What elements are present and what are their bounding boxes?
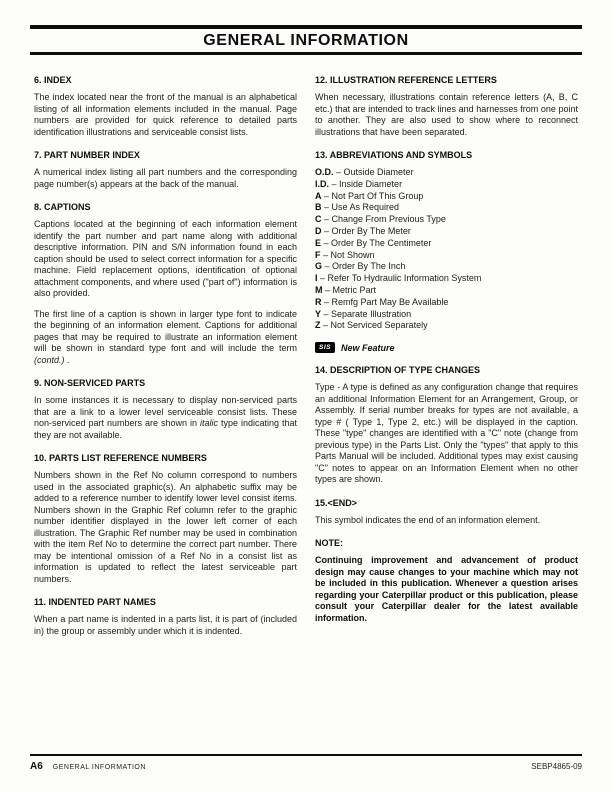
paragraph-text: In some instances it is necessary to display non-serviced parts that are a link to a lower level serviceable consist lists. These non-serviced part numbers are shown in — [34, 395, 297, 428]
section-heading-note: NOTE: — [315, 538, 343, 549]
page-footer — [30, 754, 582, 772]
paragraph: A numerical index listing all part numbers and the corresponding page number(s) appears at the back of the manual. — [34, 167, 297, 189]
note-paragraph: Continuing improvement and advancement of product design may cause changes to your machine which may not be included in this publication. Whenever a question arises regarding your Caterpillar product or this publication, please consult your Caterpillar dealer for the latest available information. — [315, 555, 578, 623]
abbreviation-def: – Order By The Meter — [324, 225, 411, 236]
abbreviation-def: – Order By The Centimeter — [323, 237, 432, 248]
abbreviation-def: – Remfg Part May Be Available — [324, 296, 449, 307]
paragraph — [34, 395, 297, 441]
paragraph-text: . — [64, 354, 70, 365]
page-number: A6 — [30, 761, 43, 772]
paragraph-text: The first line of a caption is shown in larger type font to indicate the beginning of an information element. Captions for additional pages that may be required to illustrate an information element will be shown in standard type font and will include the term — [34, 308, 297, 353]
section-heading-end: 15.<END> — [315, 497, 358, 508]
section-heading-index: 6. INDEX — [34, 75, 72, 85]
abbreviation-def: – Metric Part — [325, 284, 377, 295]
paragraph: Numbers shown in the Ref No column correspond to numbers used in the associated graphic(s). An alphabetic suffix may be added to a reference number to identify lower level consist items. Numbers shown in the Graphic Ref column refer to the graphic number identifier displayed in the lower left corner of each illustration. The Graphic Ref number may be used in combination with the item Ref No to determine the correct part number. There may be intentional omission of a Ref No in a consist list as information is updated to reflect the latest serviceable part numbers. — [34, 470, 297, 584]
new-feature-row — [315, 342, 578, 353]
abbreviation-term: M — [315, 284, 323, 295]
right-column — [315, 67, 578, 646]
paragraph: This symbol indicates the end of an information element. — [315, 514, 541, 525]
abbreviation-def: – Order By The Inch — [324, 261, 406, 272]
section-heading-illustration-letters: 12. ILLUSTRATION REFERENCE LETTERS — [315, 75, 497, 85]
abbreviation-list — [315, 167, 578, 332]
abbreviation-item — [315, 226, 578, 238]
section-heading-captions: 8. CAPTIONS — [34, 202, 91, 212]
document-number: SEBP4865-09 — [531, 762, 582, 771]
abbreviation-term: D — [315, 225, 322, 236]
paragraph — [34, 309, 297, 367]
page-header — [30, 25, 582, 55]
italic-term: (contd.) — [34, 354, 65, 365]
italic-term: italic — [199, 418, 218, 428]
section-heading-part-number-index: 7. PART NUMBER INDEX — [34, 150, 140, 160]
abbreviation-term: O.D. — [315, 167, 334, 177]
abbreviation-item — [315, 167, 578, 179]
abbreviation-def: – Not Serviced Separately — [323, 320, 428, 331]
abbreviation-item — [315, 238, 578, 250]
paragraph: When necessary, illustrations contain reference letters (A, B, C etc.) that are intended to track lines and harnesses from one point to another. They are also used to show where to reconnect illustrations that have been separated. — [315, 92, 578, 137]
section-heading-ref-numbers: 10. PARTS LIST REFERENCE NUMBERS — [34, 453, 207, 463]
abbreviation-term: Y — [315, 308, 322, 319]
paragraph: When a part name is indented in a parts list, it is part of (included in) the group or assembly under which it is indented. — [34, 614, 297, 636]
abbreviation-term: G — [315, 261, 323, 272]
abbreviation-def: – Not Shown — [323, 249, 375, 260]
footer-section-label: GENERAL INFORMATION — [52, 764, 146, 771]
footer-left — [30, 761, 146, 772]
abbreviation-item — [315, 309, 578, 321]
left-column — [34, 67, 297, 646]
abbreviation-def: – Change From Previous Type — [324, 214, 446, 225]
abbreviation-item — [315, 273, 578, 285]
paragraph: The index located near the front of the manual is an alphabetical listing of all information elements included in the manual. Page numbers are provided for quick reference to detailed parts identification illustrations and serviceable consist lists. — [34, 92, 297, 137]
section-heading-indented: 11. INDENTED PART NAMES — [34, 597, 156, 607]
abbreviation-def: – Outside Diameter — [336, 167, 414, 177]
abbreviation-term: Z — [315, 320, 321, 331]
abbreviation-term: A — [315, 190, 322, 201]
abbreviation-item — [315, 202, 578, 214]
page-title: GENERAL INFORMATION — [203, 32, 409, 49]
abbreviation-term: E — [315, 237, 322, 248]
abbreviation-term: I — [315, 273, 318, 284]
abbreviation-item — [315, 179, 578, 191]
abbreviation-item — [315, 285, 578, 297]
sis-icon: SIS — [315, 342, 335, 353]
abbreviation-term: B — [315, 202, 322, 213]
abbreviation-item — [315, 214, 578, 226]
abbreviation-def: – Not Part Of This Group — [324, 190, 424, 201]
abbreviation-term: R — [315, 296, 322, 307]
page-content — [0, 67, 612, 646]
abbreviation-item — [315, 250, 578, 262]
abbreviation-item — [315, 297, 578, 309]
abbreviation-item — [315, 191, 578, 203]
abbreviation-item — [315, 320, 578, 332]
paragraph-text: type indicating that they are not available. — [34, 418, 297, 440]
paragraph: Type - A type is defined as any configuration change that requires an additional Information Element for an Arrangement, Group, or Assembly. If serial number breaks for types are not available, a type # ( Type 1, Type 2, etc.) will be displayed in the caption. These "type" changes are identified with a "C" note (change from previous type) in the Parts List. Only the "types" that apply to this Parts Manual will be included. Additional types may exist causing "C" notes to appear on an Information Element when no other types are shown. — [315, 382, 578, 485]
abbreviation-term: I.D. — [315, 178, 330, 189]
abbreviation-term: C — [315, 214, 322, 225]
abbreviation-term: F — [315, 249, 321, 260]
abbreviation-item — [315, 261, 578, 273]
abbreviation-def: – Inside Diameter — [331, 178, 403, 189]
section-heading-non-serviced: 9. NON-SERVICED PARTS — [34, 378, 146, 388]
abbreviation-def: – Separate Illustration — [323, 308, 412, 319]
new-feature-label: New Feature — [340, 342, 395, 353]
section-heading-type-changes: 14. DESCRIPTION OF TYPE CHANGES — [315, 365, 481, 376]
abbreviation-def: – Use As Required — [324, 202, 400, 213]
abbreviation-def: – Refer To Hydraulic Information System — [320, 273, 482, 284]
section-heading-abbreviations: 13. ABBREVIATIONS AND SYMBOLS — [315, 150, 473, 160]
paragraph: Captions located at the beginning of each information element identify the part number and part name along with additional descriptive information. PIN and S/N information found in each caption should be used to select correct information for a specific machine. Field replacement options, identification of optional attachment components, and where used ("part of") information is also provided. — [34, 219, 297, 298]
